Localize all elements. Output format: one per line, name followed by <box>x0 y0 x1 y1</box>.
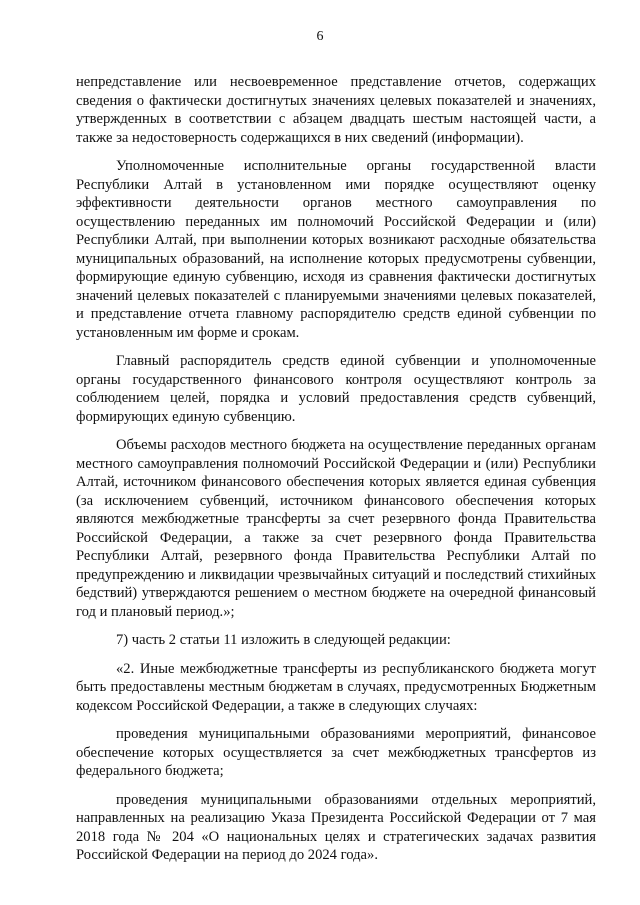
paragraph-financial-control: Главный распорядитель средств единой субвенции и уполномоченные органы государственного финансового контроля осуществляют контроль за соблюдением целей, порядка и условий предоставления средств субвенций, формирующих единую субвенцию. <box>76 353 596 425</box>
paragraph-other-transfers: «2. Иные межбюджетные трансферты из республиканского бюджета могут быть предоставлены местным бюджетам в случаях, предусмотренных Бюджетным кодексом Российской Федерации, а также в следующих случаях: <box>76 660 596 714</box>
paragraph-expenditure-volumes: Объемы расходов местного бюджета на осуществление переданных органам местного самоуправления полномочий Российской Федерации и (или) Республики Алтай, источником финансового обеспечения которых является единая субвенция (за исключением субвенций, источником финансового обеспечения которых являются межбюджетные трансферты за счет резервного фонда Правительства Российской Федерации, а также за счет резервного фонда Правительства Республики Алтай, резервного фонда Правительства Республики Алтай по предупреждению и ликвидации чрезвычайных ситуаций и последствий стихийных бедствий) утверждаются решением о местном бюджете на очередной финансовый год и плановый период.»; <box>76 437 596 620</box>
paragraph-amendment-item-7: 7) часть 2 статьи 11 изложить в следующей редакции: <box>116 632 451 648</box>
document-body <box>76 73 596 875</box>
paragraph-presidential-decree: проведения муниципальными образованиями отдельных мероприятий, направленных на реализацию Указа Президента Российской Федерации от 7 мая 2018 года № 204 «О национальных целях и стратегических задачах развития Российской Федерации на период до 2024 года». <box>76 791 596 863</box>
paragraph-performance-evaluation: Уполномоченные исполнительные органы государственной власти Республики Алтай в установленном ими порядке осуществляют оценку эффективности деятельности органов местного самоуправления по осуществлению переданных им полномочий Российской Федерации и (или) Республики Алтай, при выполнении которых возникают расходные обязательства муниципальных образований, на исполнение которых предусмотрены субвенции, формирующие единую субвенцию, исходя из сравнения фактически достигнутых значений целевых показателей с планируемыми значениями целевых показателей, и представление отчета главному распорядителю средств единой субвенции по установленным им форме и срокам. <box>76 158 596 341</box>
page-number: 6 <box>316 29 324 44</box>
paragraph-continuation: непредставление или несвоевременное представление отчетов, содержащих сведения о фактически достигнутых значениях целевых показателей и значениях, утвержденных в соответствии с абзацем двадцать шестым настоящей части, а также за недостоверность содержащихся в них сведений (информации). <box>76 74 596 146</box>
paragraph-federal-measures: проведения муниципальными образованиями мероприятий, финансовое обеспечение которых осуществляется за счет межбюджетных трансфертов из федерального бюджета; <box>76 726 596 779</box>
